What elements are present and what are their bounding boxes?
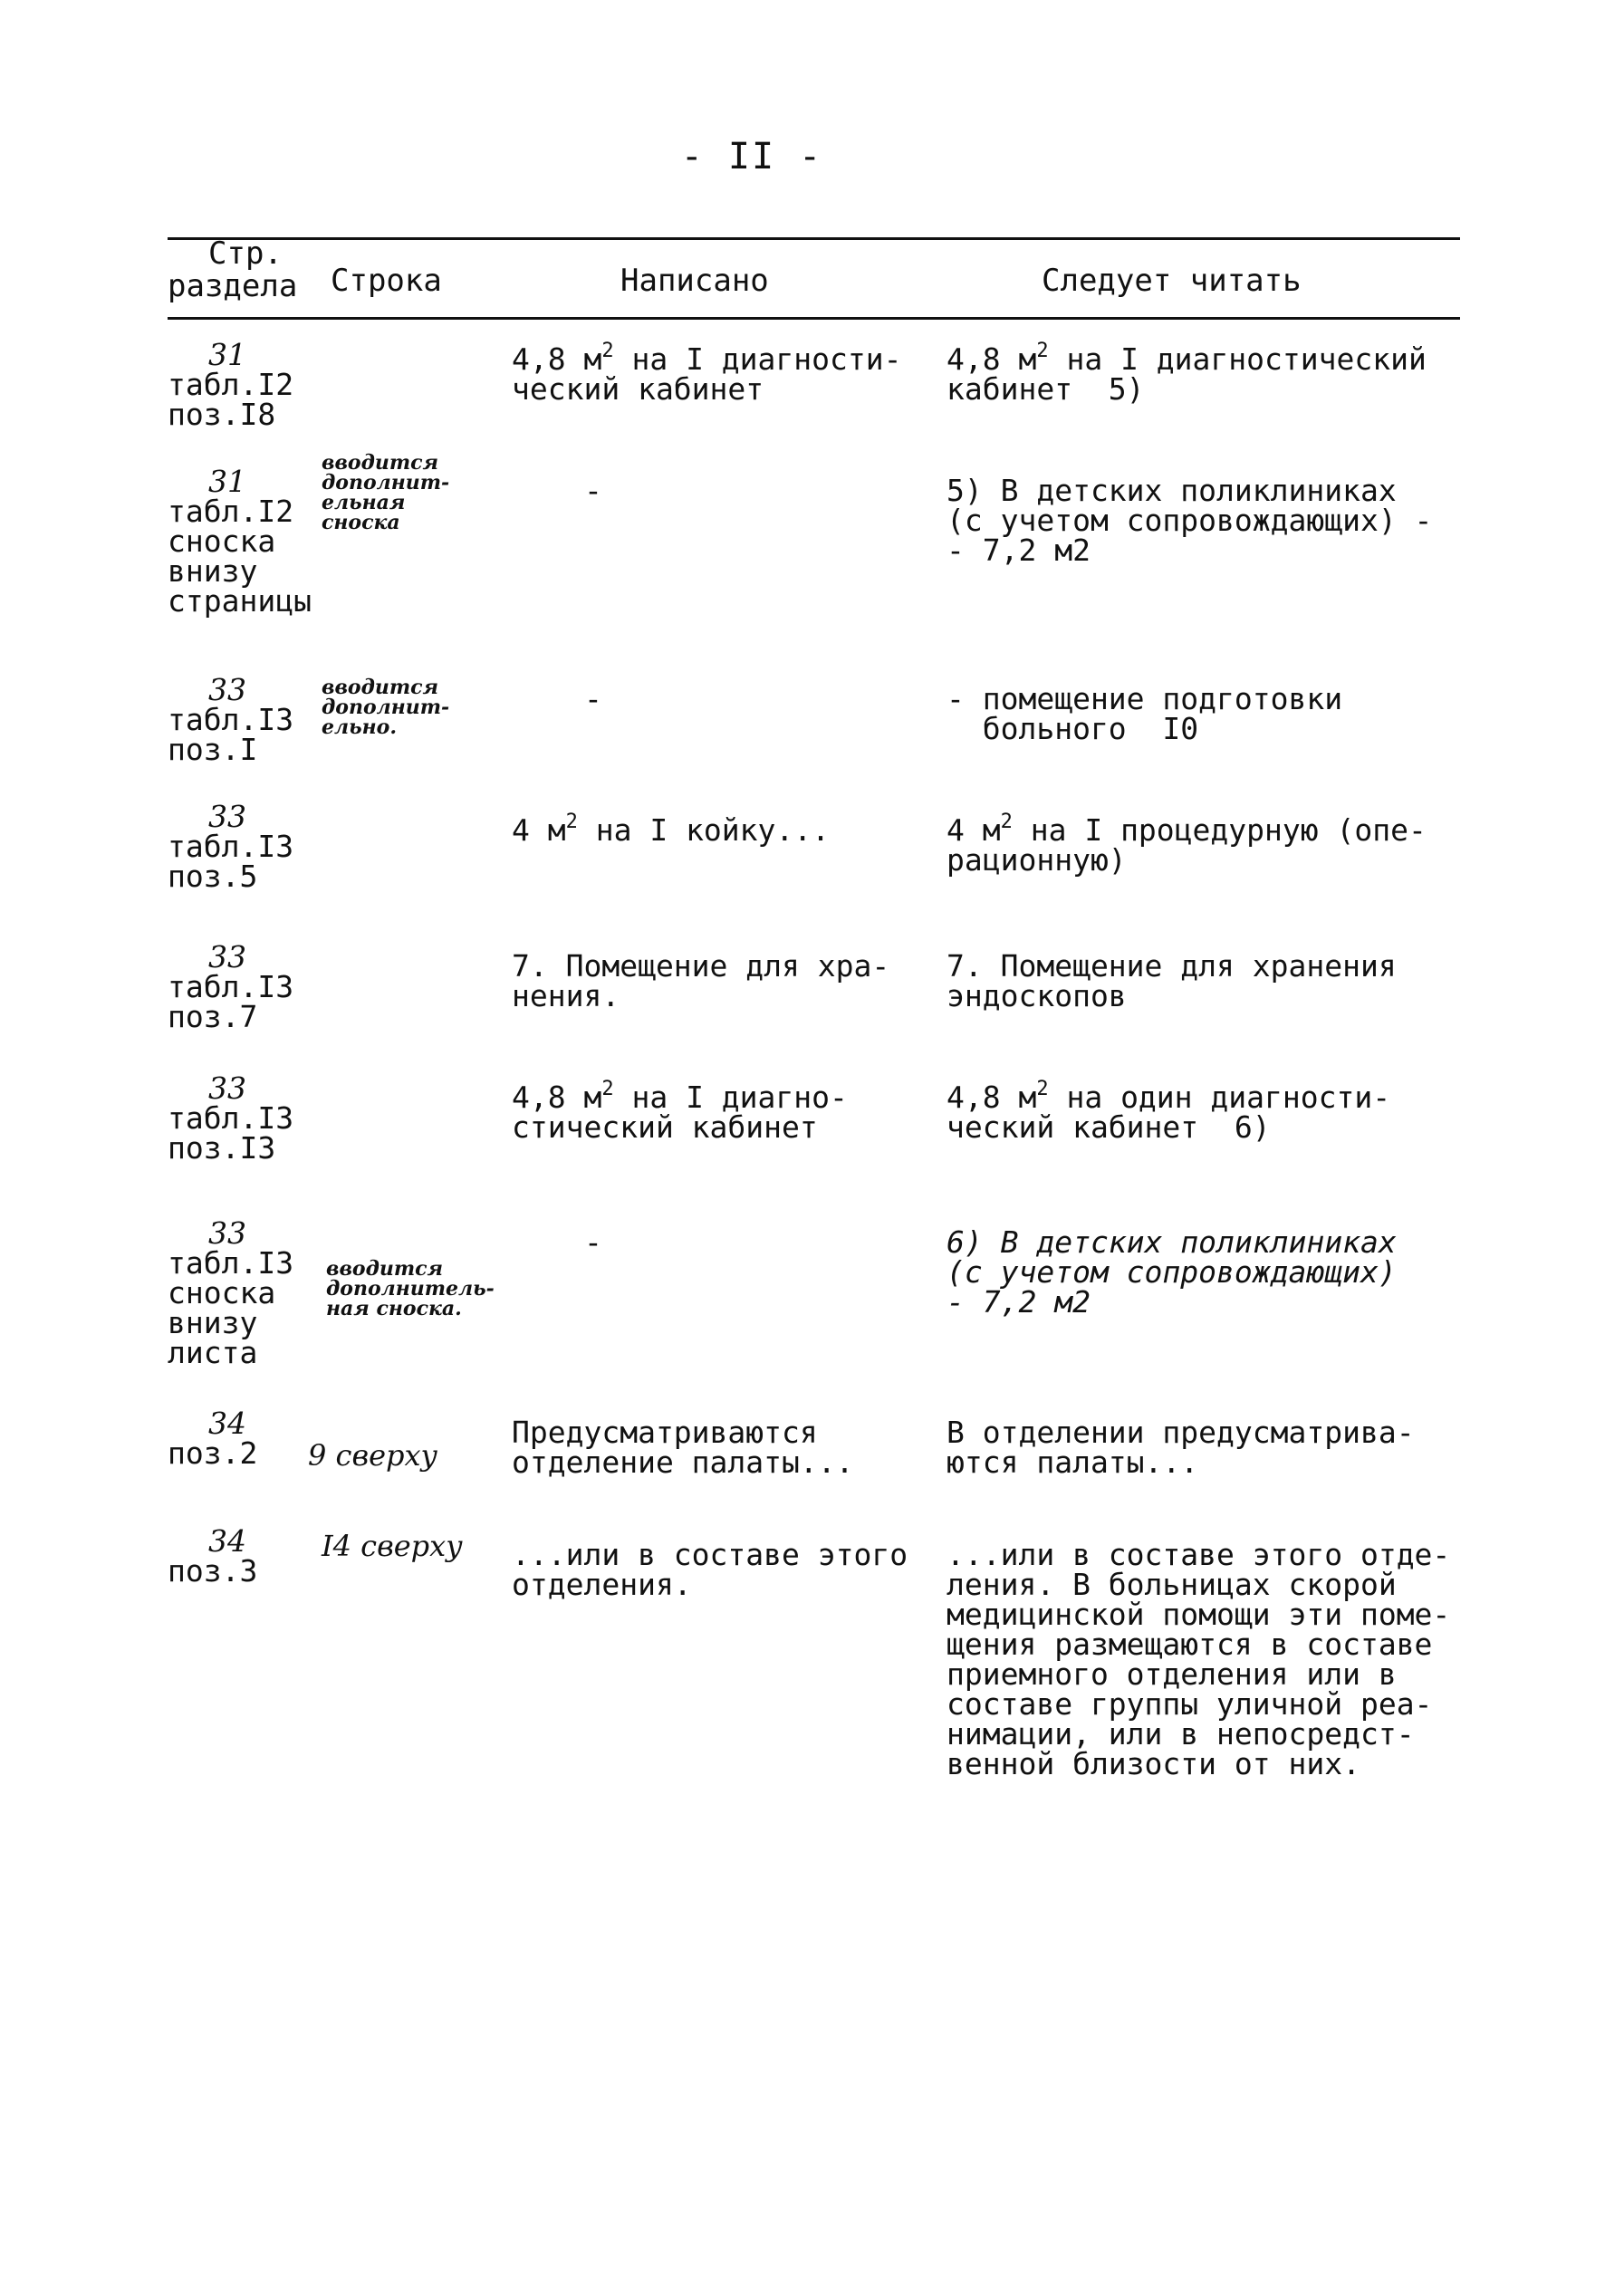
row-5-page: 33 [208,939,246,974]
row-6-read-sup: 2 [1036,1078,1049,1100]
table-row-3-ref [168,672,294,767]
row-4-written [512,811,831,848]
row-1-read [947,340,1427,407]
row-1-written [512,340,902,407]
header-page-section [168,237,297,302]
row-1-position: табл.I2 поз.I8 [168,367,294,432]
row-6-read [947,1078,1391,1145]
header-written: Написано [620,263,769,299]
row-6-written-b: на I диагно- стический кабинет [512,1080,848,1145]
table-row-6-ref [168,1070,294,1166]
row-4-read-b: на I процедурную (опе- рационную) [947,812,1427,878]
table-row-8-ref [168,1406,258,1471]
row-6-read-b: на один диагности- ческий кабинет 6) [947,1080,1391,1145]
row-4-written-sup: 2 [565,811,578,833]
header-line: Строка [331,263,442,299]
row-1-read-a: 4,8 м [947,341,1037,377]
row-1-written-sup: 2 [601,340,614,362]
row-1-written-b: на I диагности- ческий кабинет [512,341,902,407]
row-6-written-sup: 2 [601,1078,614,1100]
row-3-read: - помещение подготовки больного I0 [947,681,1343,746]
row-7-written: - [584,1224,602,1260]
row-2-page: 31 [208,464,246,499]
row-6-page: 33 [208,1070,246,1106]
row-6-written [512,1078,848,1145]
row-8-position: поз.2 [168,1435,258,1471]
row-3-page: 33 [208,672,246,707]
row-5-position: табл.I3 поз.7 [168,969,294,1034]
row-7-page: 33 [208,1215,246,1251]
row-8-page: 34 [208,1406,246,1441]
row-9-position: поз.3 [168,1553,258,1589]
row-2-line-note: вводится дополнит- ельная сноска [322,451,450,534]
row-4-page: 33 [208,799,246,834]
row-1-read-sup: 2 [1036,340,1049,362]
table-row-9-ref [168,1523,258,1589]
row-4-read-a: 4 м [947,812,1001,848]
row-8-read: В отделении предусматрива- ются палаты... [947,1415,1415,1480]
row-1-written-a: 4,8 м [512,341,602,377]
header-should-read: Следует читать [1042,263,1302,299]
row-2-read: 5) В детских поликлиниках (с учетом сопровождающих) - - 7,2 м2 [947,473,1433,568]
row-8-written: Предусматриваются отделение палаты... [512,1415,854,1480]
row-7-position: табл.I3 сноска внизу листа [168,1245,294,1370]
row-1-read-b: на I диагностический кабинет 5) [947,341,1427,407]
table-row-4-ref [168,799,294,894]
row-4-read-sup: 2 [1000,811,1013,833]
row-1-page: 31 [208,337,246,372]
row-3-position: табл.I3 поз.I [168,702,294,767]
table-row-2-ref [168,464,312,619]
table-row-5-ref [168,939,294,1034]
row-6-written-a: 4,8 м [512,1080,602,1115]
header-section-label: раздела [168,268,298,304]
row-5-written: 7. Помещение для хра- нения. [512,948,890,1013]
table-row-7-ref [168,1215,294,1370]
table-header-rule [168,317,1460,320]
row-6-position: табл.I3 поз.I3 [168,1100,294,1166]
row-3-written: - [584,681,602,716]
row-2-position: табл.I2 сноска внизу страницы [168,494,312,619]
table-row-1-ref [168,337,294,432]
row-4-written-a: 4 м [512,812,566,848]
row-5-read: 7. Помещение для хранения эндоскопов [947,948,1397,1013]
row-4-read [947,811,1427,878]
page-number: - II - [680,136,823,178]
row-6-read-a: 4,8 м [947,1080,1037,1115]
row-7-line-note: вводится дополнитель- ная сноска. [326,1257,495,1320]
row-9-written: ...или в составе этого отделения. [512,1537,908,1602]
header-page-label: Стр. [208,235,283,272]
row-4-position: табл.I3 поз.5 [168,829,294,894]
row-7-read: 6) В детских поликлиниках (с учетом сопровождающих) - 7,2 м2 [947,1224,1397,1320]
row-9-line: I4 сверху [322,1529,463,1563]
row-4-written-b: на I койку... [577,812,831,848]
row-9-page: 34 [208,1523,246,1559]
table-top-rule [168,237,1460,240]
row-3-line-note: вводится дополнит- ельно. [322,676,450,739]
row-9-read: ...или в составе этого отде- ления. В больницах скорой медицинской помощи эти поме- щения размещаются в составе приемного отделения или в составе группы уличной реа- нимации, или в непосредст- венной близости от них. [947,1537,1451,1781]
row-8-line: 9 сверху [308,1438,438,1473]
row-2-written: - [584,473,602,508]
